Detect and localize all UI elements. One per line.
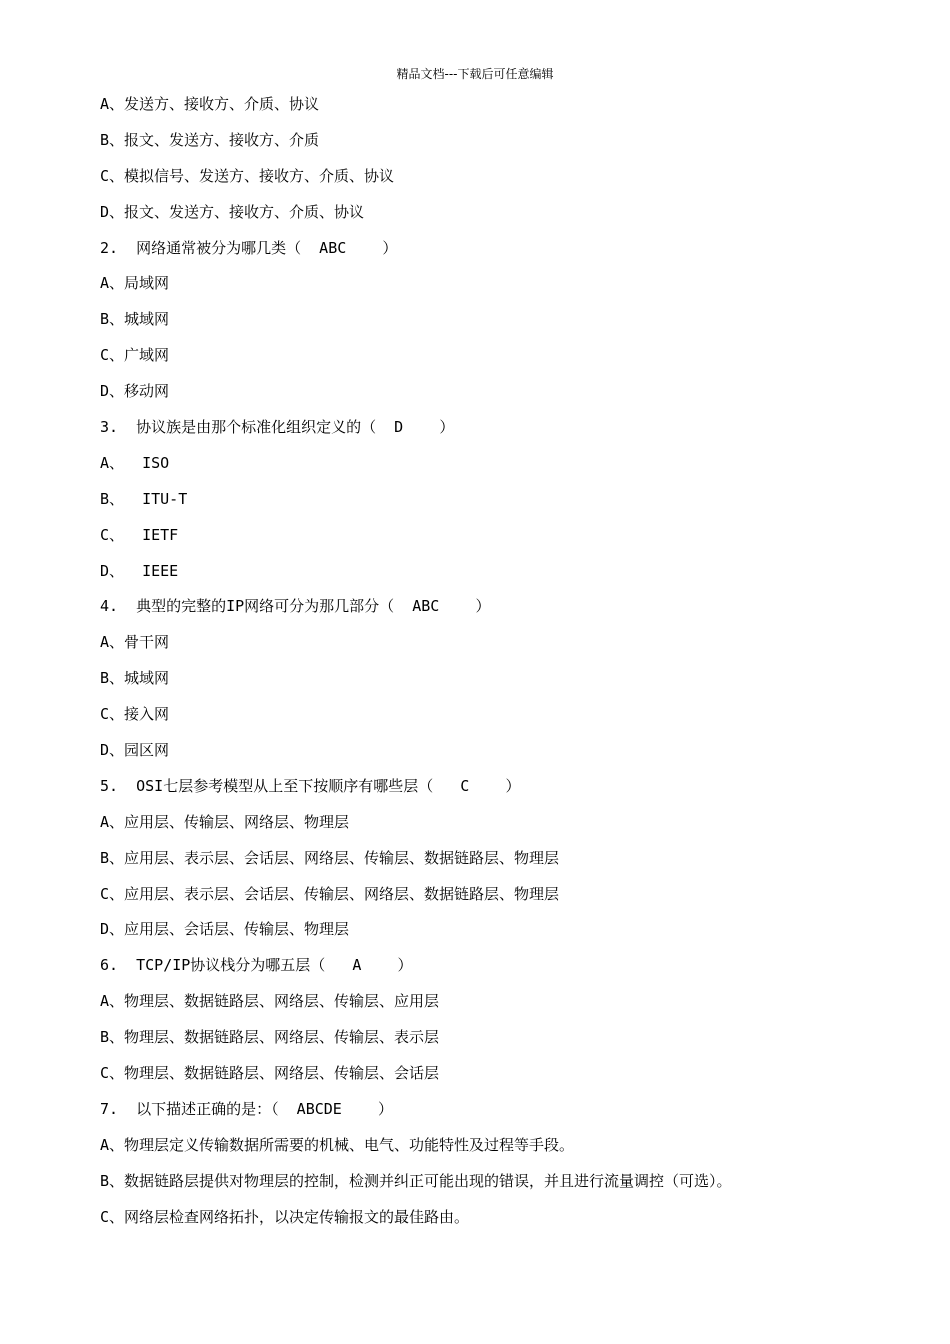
question-line: 3. 协议族是由那个标准化组织定义的（ D ） bbox=[100, 418, 455, 437]
text-line: B、城域网 bbox=[100, 669, 170, 688]
text-line: C、应用层、表示层、会话层、传输层、网络层、数据链路层、物理层 bbox=[100, 884, 560, 903]
text-line: C、 IETF bbox=[100, 525, 179, 544]
text-line: D、报文、发送方、接收方、介质、协议 bbox=[100, 202, 365, 221]
question-line: 5. OSI七层参考模型从上至下按顺序有哪些层（ C ） bbox=[100, 776, 521, 795]
text-line: C、物理层、数据链路层、网络层、传输层、会话层 bbox=[100, 1064, 440, 1083]
text-line: A、物理层、数据链路层、网络层、传输层、应用层 bbox=[100, 992, 440, 1011]
text-line: B、应用层、表示层、会话层、网络层、传输层、数据链路层、物理层 bbox=[100, 848, 560, 867]
text-line: C、网络层检查网络拓扑，以决定传输报文的最佳路由。 bbox=[100, 1207, 470, 1226]
text-line: D、 IEEE bbox=[100, 561, 179, 580]
question-line: 7. 以下描述正确的是：（ ABCDE ） bbox=[100, 1099, 393, 1118]
text-line: A、局域网 bbox=[100, 274, 170, 293]
text-line: A、 ISO bbox=[100, 453, 170, 472]
text-line: B、报文、发送方、接收方、介质 bbox=[100, 130, 320, 149]
text-line: D、园区网 bbox=[100, 741, 170, 760]
text-line: A、发送方、接收方、介质、协议 bbox=[100, 95, 320, 113]
text-line: C、模拟信号、发送方、接收方、介质、协议 bbox=[100, 166, 395, 185]
text-line: C、接入网 bbox=[100, 705, 170, 724]
text-line: B、数据链路层提供对物理层的控制，检测并纠正可能出现的错误，并且进行流量调控（可选）。 bbox=[100, 1171, 732, 1190]
text-line: C、广域网 bbox=[100, 346, 170, 365]
document-body bbox=[100, 92, 920, 1241]
text-line: B、物理层、数据链路层、网络层、传输层、表示层 bbox=[100, 1028, 440, 1047]
page-header: 精品文档---下载后可任意编辑 bbox=[396, 67, 554, 81]
text-line: A、应用层、传输层、网络层、物理层 bbox=[100, 812, 350, 831]
text-line: B、 ITU-T bbox=[100, 489, 188, 508]
text-line: D、应用层、会话层、传输层、物理层 bbox=[100, 920, 350, 939]
text-line: A、物理层定义传输数据所需要的机械、电气、功能特性及过程等手段。 bbox=[100, 1135, 575, 1154]
question-line: 6. TCP/IP协议栈分为哪五层（ A ） bbox=[100, 956, 413, 975]
text-line: B、城域网 bbox=[100, 310, 170, 329]
text-line: D、移动网 bbox=[100, 382, 170, 401]
question-line: 4. 典型的完整的IP网络可分为那几部分（ ABC ） bbox=[100, 597, 491, 616]
text-line: A、骨干网 bbox=[100, 633, 170, 652]
question-line: 2. 网络通常被分为哪几类（ ABC ） bbox=[100, 238, 398, 257]
